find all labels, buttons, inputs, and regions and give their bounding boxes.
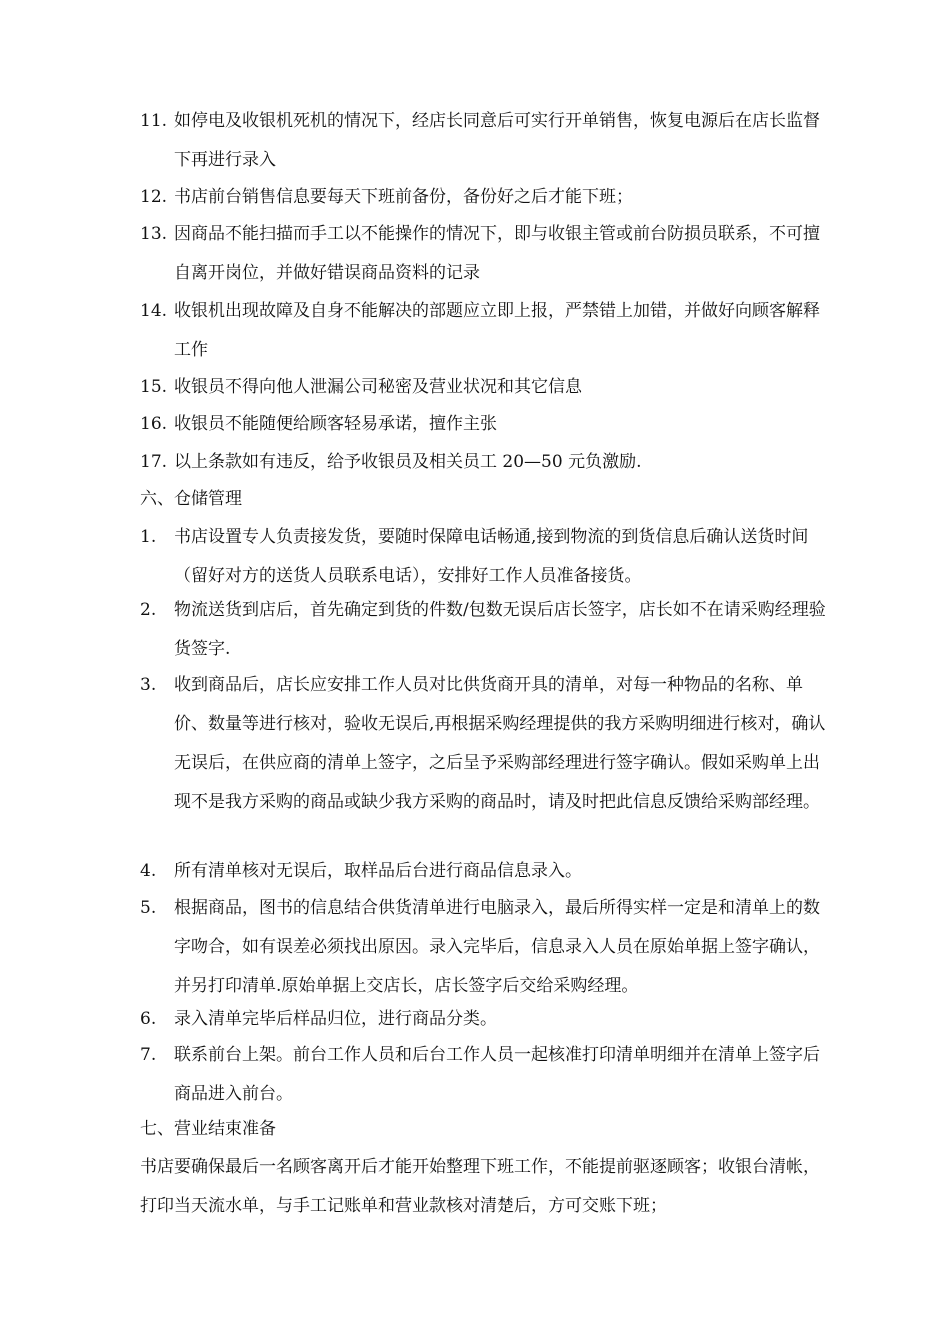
item-text: 书店设置专人负责接发货，要随时保障电话畅通,接到物流的到货信息后确认送货时间（留好对方的送货人员联系电话），安排好工作人员准备接货。: [174, 527, 809, 586]
item-number: 14.: [140, 301, 168, 321]
item-number: 5.: [140, 898, 157, 918]
item-text: 物流送货到店后，首先确定到货的件数/包数无误后店长签字，店长如不在请采购经理验货签字.: [174, 600, 826, 659]
item-number: 11.: [140, 111, 168, 131]
item-text: 因商品不能扫描而手工以不能操作的情况下，即与收银主管或前台防损员联系，不可擅自离开岗位，并做好错误商品资料的记录: [174, 224, 820, 283]
list-item: [140, 368, 830, 407]
item-number: 17.: [140, 452, 168, 472]
item-text: 收银机出现故障及自身不能解决的部题应立即上报，严禁错上加错，并做好向顾客解释工作: [174, 301, 820, 360]
list-item: [140, 102, 830, 180]
item-text: 所有清单核对无误后，取样品后台进行商品信息录入。: [174, 861, 582, 881]
item-number: 4.: [140, 861, 157, 881]
list-item: [140, 405, 830, 444]
item-text: 如停电及收银机死机的情况下，经店长同意后可实行开单销售，恢复电源后在店长监督下再进行录入: [174, 111, 820, 170]
section-heading: 六、仓储管理: [140, 489, 242, 509]
list-item: [140, 852, 830, 891]
item-number: 6.: [140, 1009, 157, 1029]
item-text: 以上条款如有违反，给予收银员及相关员工 20—50 元负激励.: [174, 452, 642, 472]
closing-paragraph: 书店要确保最后一名顾客离开后才能开始整理下班工作，不能提前驱逐顾客；收银台清帐，打印当天流水单，与手工记账单和营业款核对清楚后，方可交账下班；: [140, 1157, 820, 1216]
list-item: [140, 666, 830, 861]
list-item: [140, 292, 830, 370]
list-item: [140, 889, 830, 1006]
item-number: 12.: [140, 187, 168, 207]
item-text: 录入清单完毕后样品归位，进行商品分类。: [174, 1009, 497, 1029]
item-text: 书店前台销售信息要每天下班前备份，备份好之后才能下班；: [174, 187, 633, 207]
item-number: 2.: [140, 600, 157, 620]
list-item: [140, 215, 830, 293]
item-text: 收银员不能随便给顾客轻易承诺，擅作主张: [174, 414, 497, 434]
item-number: 13.: [140, 224, 168, 244]
list-item: [140, 518, 830, 596]
list-item: [140, 443, 830, 482]
list-item: [140, 1000, 830, 1039]
section-heading: 七、营业结束准备: [140, 1119, 276, 1139]
item-text: 联系前台上架。前台工作人员和后台工作人员一起核准打印清单明细并在清单上签字后商品进入前台。: [174, 1045, 820, 1104]
item-text: 收到商品后，店长应安排工作人员对比供货商开具的清单，对每一种物品的名称、单价、数量等进行核对，验收无误后,再根据采购经理提供的我方采购明细进行核对，确认无误后，在供应商的清单上签字，之后呈予采购部经理进行签字确认。假如采购单上出现不是我方采购的商品或缺少我方采购的商品时，请及时把此信息反馈给采购部经理。: [174, 675, 826, 812]
item-number: 1.: [140, 527, 157, 547]
item-number: 3.: [140, 675, 157, 695]
item-number: 15.: [140, 377, 168, 397]
item-number: 16.: [140, 414, 168, 434]
list-item: [140, 178, 830, 217]
list-item: [140, 1036, 830, 1114]
item-text: 收银员不得向他人泄漏公司秘密及营业状况和其它信息: [174, 377, 582, 397]
list-item: [140, 591, 830, 669]
item-number: 7.: [140, 1045, 157, 1065]
item-text: 根据商品，图书的信息结合供货清单进行电脑录入，最后所得实样一定是和清单上的数字吻合，如有误差必须找出原因。录入完毕后，信息录入人员在原始单据上签字确认，并另打印清单.原始单据上交店长，店长签字后交给采购经理。: [174, 898, 820, 996]
